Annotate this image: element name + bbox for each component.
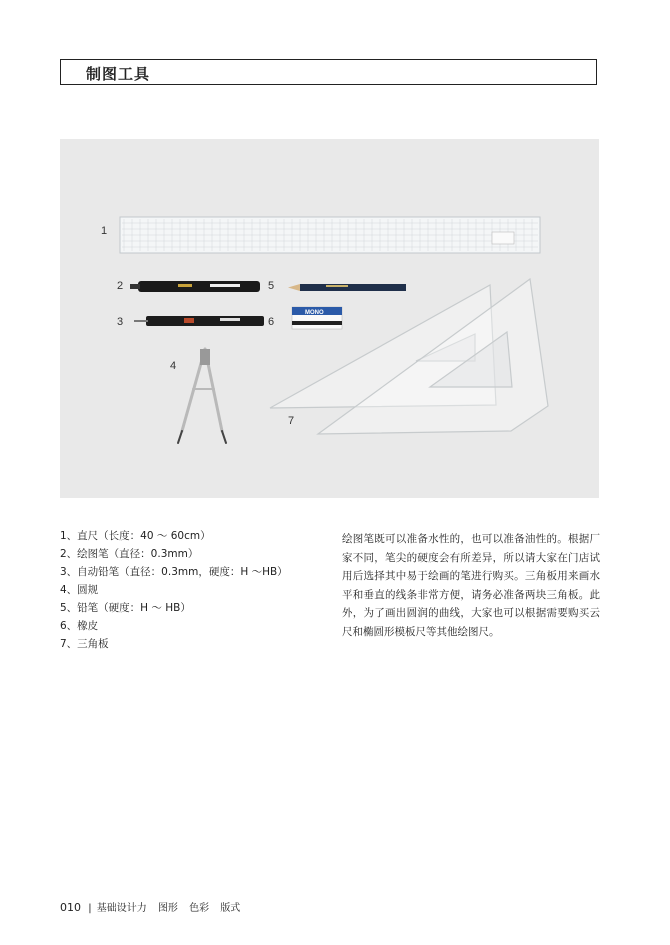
pencil-image xyxy=(288,284,406,291)
list-item: 2、绘图笔（直径：0.3mm） xyxy=(60,548,199,560)
section-title-box xyxy=(60,59,597,85)
tool-list xyxy=(60,527,320,653)
footer-separator: | xyxy=(88,903,92,914)
book-title: 基础设计力 xyxy=(96,903,147,914)
page-number: 010 xyxy=(60,901,81,914)
photo-label-1: 1 xyxy=(101,225,108,237)
section-title: 制图工具 xyxy=(86,65,151,83)
photo-label-6: 6 xyxy=(268,316,275,328)
photo-label-5: 5 xyxy=(268,280,275,292)
photo-label-2: 2 xyxy=(117,280,124,292)
list-item: 4、圆规 xyxy=(60,584,99,596)
chapter-layout: 版式 xyxy=(220,903,241,914)
technical-pen-image xyxy=(130,281,260,292)
page-footer xyxy=(60,899,248,914)
photo-label-4: 4 xyxy=(170,360,177,372)
eraser-brand: MONO xyxy=(305,310,324,316)
compass-image xyxy=(178,349,226,443)
photo-label-3: 3 xyxy=(117,316,124,328)
photo-label-7: 7 xyxy=(288,415,295,427)
list-item: 6、橡皮 xyxy=(60,620,99,632)
drafting-tools-photo xyxy=(60,139,599,498)
description-paragraph: 绘图笔既可以准备水性的，也可以准备油性的。根据厂家不同，笔尖的硬度会有所差异，所以请大家在门店试用后选择其中易于绘画的笔进行购买。三角板用来画水平和垂直的线条非常方便，请务必准备两块三角板。此外，为了画出圆润的曲线，大家也可以根据需要购买云尺和椭圆形模板尺等其他绘图尺。 xyxy=(342,533,600,638)
chapter-color: 色彩 xyxy=(189,903,210,914)
list-item: 3、自动铅笔（直径：0.3mm，硬度：H ～HB） xyxy=(60,566,288,578)
eraser-image xyxy=(292,307,342,329)
list-item: 5、铅笔（硬度：H ～ HB） xyxy=(60,602,191,614)
list-item: 1、直尺（长度：40 ～ 60cm） xyxy=(60,530,211,542)
list-item: 7、三角板 xyxy=(60,638,109,650)
triangle-rulers-image xyxy=(270,279,548,434)
ruler-image xyxy=(120,217,540,253)
mechanical-pencil-image xyxy=(134,316,264,326)
chapter-graphics: 图形 xyxy=(157,903,178,914)
